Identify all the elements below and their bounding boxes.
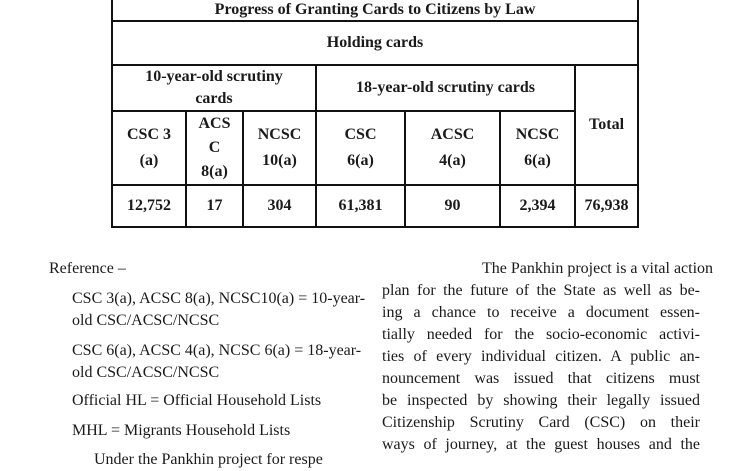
paragraph-line: Citizenship Scrutiny Card (CSC) on their [382,414,700,431]
reference-title: Reference – [49,260,126,277]
table-cell: 90 [405,185,500,227]
table-row [112,185,638,227]
table-subtitle: Holding cards [112,21,638,65]
paragraph-line: ties of every individual citizen. A public an- [382,348,700,365]
paragraph-line: ways of journey, at the guest houses and the [382,436,700,453]
table-cell: 12,752 [112,185,186,227]
reference-item: CSC 3(a), ACSC 8(a), NCSC10(a) = 10-year-old CSC/ACSC/NCSC [72,290,366,329]
paragraph-line: be inspected by showing their legally issued [382,392,700,409]
group-header-10-year: 10-year-old scrutiny cards [112,65,316,111]
table-cell: 2,394 [500,185,575,227]
reference-item: MHL = Migrants Household Lists [72,422,291,439]
total-header: Total [575,65,638,185]
group-header-18-year: 18-year-old scrutiny cards [316,65,575,111]
paragraph-line: plan for the future of the State as well as be- [382,282,700,299]
table-cell: 61,381 [316,185,405,227]
column-header: ACSC 4(a) [405,111,500,185]
paragraph-line: ing a chance to receive a document essen- [382,304,700,321]
cards-progress-table [111,0,639,228]
table-cell: 304 [243,185,316,227]
column-header: CSC 6(a) [316,111,405,185]
reference-trailing-text: Under the Pankhin project for respe [94,451,323,468]
reference-item: Official HL = Official Household Lists [72,392,322,409]
table-title: Progress of Granting Cards to Citizens by Law [112,0,638,21]
total-cell: 76,938 [575,185,638,227]
column-header: CSC 3 (a) [112,111,186,185]
column-header: NCSC 10(a) [243,111,316,185]
body-paragraph [382,258,714,456]
paragraph-line: The Pankhin project is a vital action [482,260,714,277]
paragraph-line: nouncement was issued that citizens must [382,370,700,387]
reference-item: CSC 6(a), ACSC 4(a), NCSC 6(a) = 18-year-old CSC/ACSC/NCSC [72,342,362,381]
column-header: NCSC 6(a) [500,111,575,185]
paragraph-line: tially needed for the socio-economic activi- [382,326,700,343]
table-cell: 17 [186,185,243,227]
column-header: ACS C 8(a) [186,111,243,185]
